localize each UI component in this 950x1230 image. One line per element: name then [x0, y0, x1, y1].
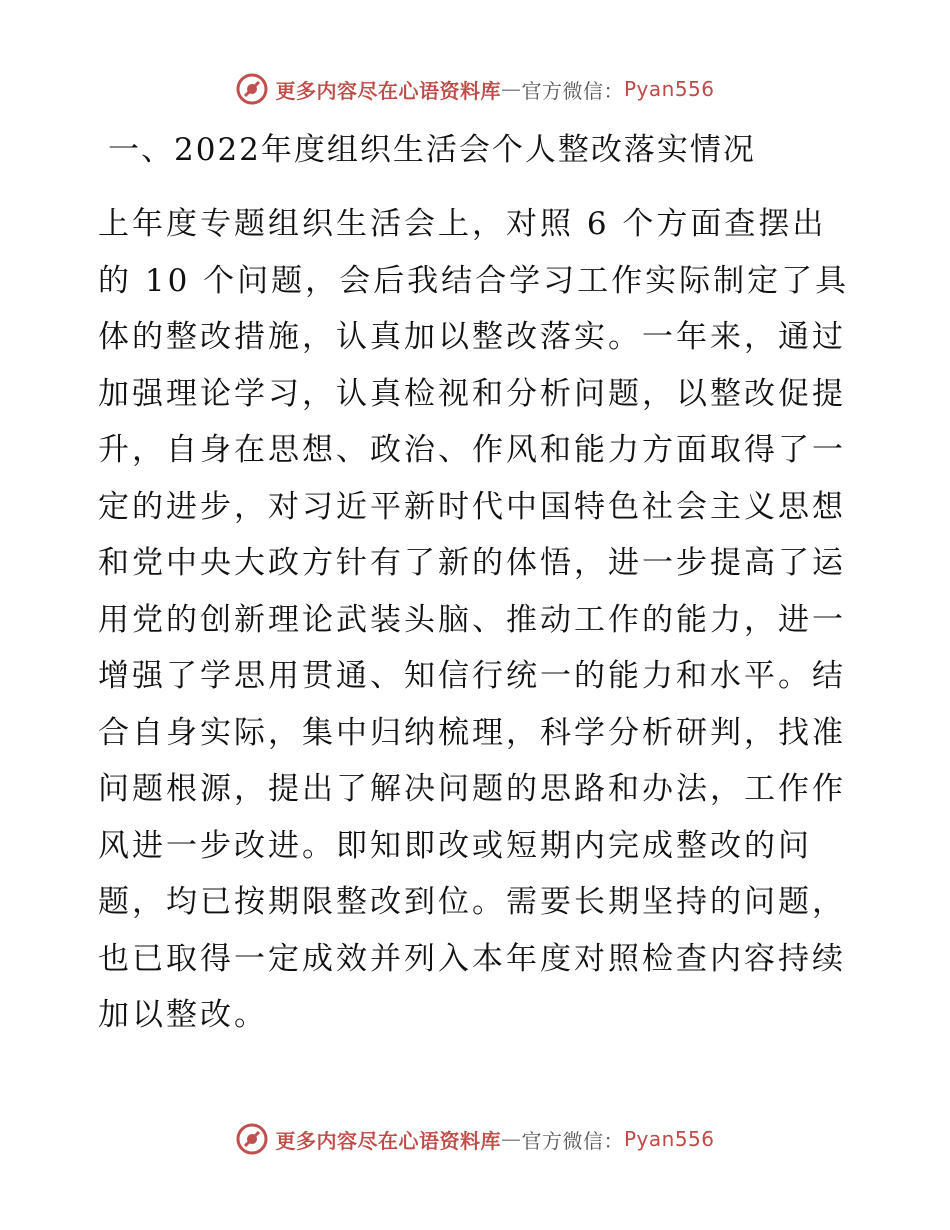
- paragraph-line: 问题根源，提出了解决问题的思路和办法，工作作: [98, 771, 846, 807]
- watermark-label: 官方微信：: [521, 78, 624, 103]
- paragraph-line: 加强理论学习，认真检视和分析问题，以整改促提: [98, 375, 846, 412]
- paragraph-line: 也已取得一定成效并列入本年度对照检查内容持续: [98, 940, 846, 977]
- paragraph-line: 增强了学思用贯通、知信行统一的能力和水平。结: [98, 658, 846, 694]
- paragraph-line: 升，自身在思想、政治、作风和能力方面取得了一: [98, 432, 846, 468]
- paragraph-line: 风进一步改进。即知即改或短期内完成整改的问: [98, 827, 812, 864]
- paragraph-line: 合自身实际，集中归纳梳理，科学分析研判，找准: [98, 714, 846, 751]
- watermark-separator: —: [500, 77, 522, 101]
- watermark-main-text: 更多内容尽在心语资料库: [275, 78, 501, 103]
- paragraph-line: 加以整改。: [98, 997, 268, 1033]
- watermark-main-text: 更多内容尽在心语资料库: [275, 1128, 501, 1153]
- watermark-wechat-id: Pyan556: [623, 1127, 715, 1151]
- brand-logo-icon: [235, 72, 269, 106]
- footer-watermark: [0, 1122, 950, 1156]
- paragraph-line: 定的进步，对习近平新时代中国特色社会主义思想: [98, 488, 846, 525]
- document-title: 一、2022年度组织生活会个人整改落实情况: [108, 132, 756, 168]
- paragraph-line: 体的整改措施，认真加以整改落实。一年来，通过: [98, 319, 846, 355]
- paragraph-line: 题，均已按期限整改到位。需要长期坚持的问题，: [98, 884, 846, 920]
- watermark-separator: —: [500, 1127, 522, 1151]
- body-paragraph: [98, 196, 849, 1044]
- watermark-label: 官方微信：: [521, 1128, 624, 1153]
- paragraph-line: 和党中央大政方针有了新的体悟，进一步提高了运: [98, 545, 846, 581]
- header-watermark: [0, 72, 950, 106]
- paragraph-line: 用党的创新理论武装头脑、推动工作的能力，进一: [98, 601, 846, 638]
- paragraph-line: 的 10 个问题，会后我结合学习工作实际制定了具: [98, 262, 850, 299]
- paragraph-line: 上年度专题组织生活会上，对照 6 个方面查摆出: [98, 206, 827, 242]
- brand-logo-icon: [235, 1122, 269, 1156]
- watermark-wechat-id: Pyan556: [623, 77, 715, 101]
